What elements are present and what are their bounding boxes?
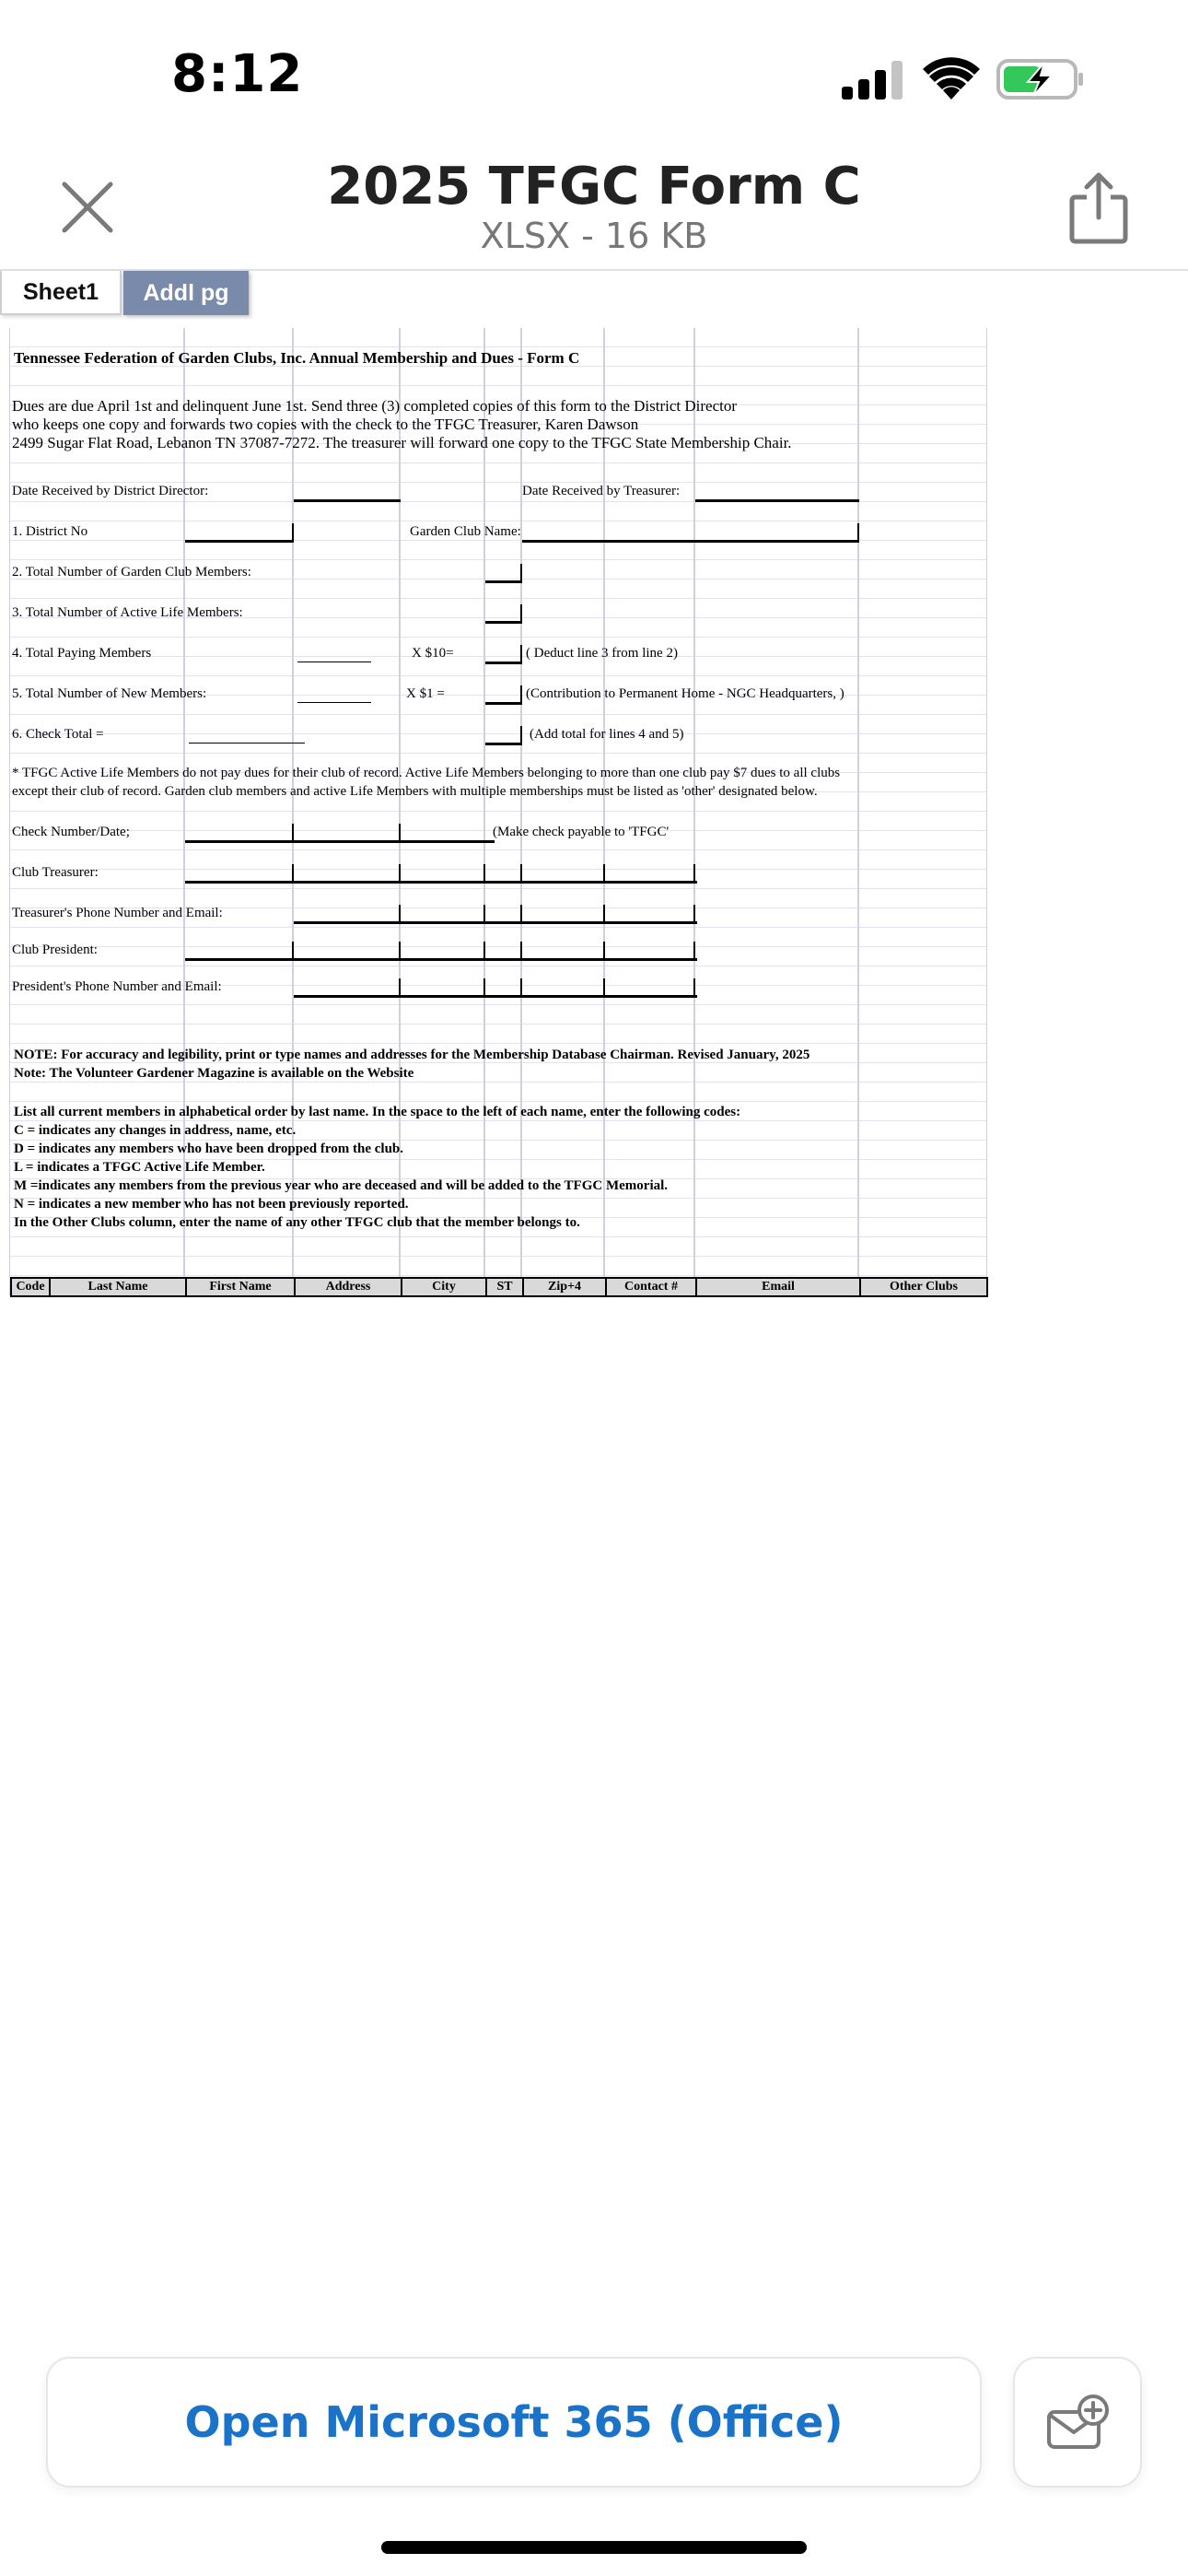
line4-note: ( Deduct line 3 from line 2) <box>526 646 678 661</box>
col-first-name: First Name <box>187 1279 296 1295</box>
date-treasurer-field[interactable] <box>695 499 859 502</box>
line4-amount-field[interactable] <box>485 662 522 664</box>
president-field[interactable] <box>185 958 697 961</box>
col-other-clubs: Other Clubs <box>889 1280 959 1294</box>
code-l: L = indicates a TFGC Active Life Member. <box>14 1160 265 1175</box>
district-no-label: 1. District No <box>12 524 88 539</box>
code-m: M =indicates any members from the previous year who are deceased and will be added to the TFGC Memorial. <box>14 1178 669 1193</box>
code-c: C = indicates any changes in address, name, etc. <box>14 1123 297 1138</box>
form-title: Tennessee Federation of Garden Clubs, Inc. Annual Membership and Dues - Form C <box>14 349 580 367</box>
line5-rate: X $1 = <box>406 686 445 701</box>
date-district-field[interactable] <box>294 499 401 502</box>
code-d: D = indicates any members who have been dropped from the club. <box>14 1142 404 1156</box>
treasurer-phone-label: Treasurer's Phone Number and Email: <box>12 906 223 920</box>
treasurer-field[interactable] <box>185 881 697 884</box>
president-phone-label: President's Phone Number and Email: <box>12 979 222 994</box>
wifi-icon <box>923 57 980 101</box>
president-label: Club President: <box>12 943 98 957</box>
note-accuracy: NOTE: For accuracy and legibility, print or type names and addresses for the Membership Database Chairman. Revised January, 2025 <box>14 1048 810 1062</box>
col-last-name: Last Name <box>51 1279 187 1295</box>
other-clubs-note: In the Other Clubs column, enter the name of any other TFGC club that the member belongs to. <box>14 1215 580 1230</box>
line5-label: 5. Total Number of New Members: <box>12 686 207 701</box>
intro-line-1: Dues are due April 1st and delinquent June 1st. Send three (3) completed copies of this form to the District Director <box>12 397 737 415</box>
club-name-label: Garden Club Name: <box>410 524 521 539</box>
footnote-line-1: * TFGC Active Life Members do not pay dues for their club of record. Active Life Members belonging to more than one club pay $7 dues to all clubs <box>12 766 841 780</box>
line6-amount-field[interactable] <box>485 743 522 745</box>
line6-note: (Add total for lines 4 and 5) <box>530 727 684 742</box>
treasurer-phone-field[interactable] <box>294 921 697 924</box>
footnote-line-2: except their club of record. Garden club members and active Life Members with multiple memberships must be listed as 'other' designated below. <box>12 784 818 799</box>
col-zip: Zip+4 <box>524 1279 607 1295</box>
tab-sheet1[interactable]: Sheet1 <box>0 271 122 315</box>
line3-label: 3. Total Number of Active Life Members: <box>12 605 243 620</box>
note-magazine: Note: The Volunteer Gardener Magazine is available on the Website <box>14 1066 414 1081</box>
line5-note: (Contribution to Permanent Home - NGC Headquarters, ) <box>526 686 844 701</box>
district-no-field[interactable] <box>185 540 294 543</box>
mail-add-button[interactable] <box>1013 2357 1142 2488</box>
line5-field[interactable] <box>297 702 371 703</box>
line6-field[interactable] <box>189 743 305 744</box>
col-code: Code <box>12 1279 51 1295</box>
spreadsheet[interactable] <box>9 328 987 1295</box>
member-table-header <box>10 1277 988 1297</box>
line3-field[interactable] <box>485 621 522 624</box>
battery-charging-icon <box>996 57 1085 101</box>
col-city: City <box>402 1279 487 1295</box>
intro-line-2: who keeps one copy and forwards two copies with the check to the TFGC Treasurer, Karen Dawson <box>12 416 639 433</box>
line2-field[interactable] <box>485 580 522 583</box>
codes-intro: List all current members in alphabetical order by last name. In the space to the left of each name, enter the following codes: <box>14 1105 741 1119</box>
document-title: 2025 TFGC Form C <box>327 157 861 217</box>
intro-line-3: 2499 Sugar Flat Road, Lebanon TN 37087-7272. The treasurer will forward one copy to the TFGC State Membership Chair. <box>12 434 792 451</box>
tab-addl-pg[interactable]: Addl pg <box>123 271 249 315</box>
check-number-label: Check Number/Date; <box>12 825 130 839</box>
col-address: Address <box>296 1279 402 1295</box>
president-phone-field[interactable] <box>294 995 697 998</box>
cellular-signal-icon <box>840 59 904 100</box>
club-name-field[interactable] <box>522 540 859 543</box>
home-indicator <box>381 2541 807 2554</box>
document-subtitle: XLSX - 16 KB <box>480 216 708 256</box>
code-n: N = indicates a new member who has not been previously reported. <box>14 1197 409 1212</box>
line2-label: 2. Total Number of Garden Club Members: <box>12 565 251 580</box>
col-st: ST <box>487 1279 524 1295</box>
line5-amount-field[interactable] <box>485 702 522 705</box>
mail-add-icon <box>1045 2394 1110 2451</box>
open-microsoft-365-button[interactable]: Open Microsoft 365 (Office) <box>46 2357 982 2488</box>
col-contact: Contact # <box>607 1279 697 1295</box>
treasurer-label: Club Treasurer: <box>12 865 99 880</box>
share-button[interactable] <box>1066 171 1131 245</box>
date-district-label: Date Received by District Director: <box>12 484 209 498</box>
col-email: Email <box>697 1279 861 1295</box>
line4-label: 4. Total Paying Members <box>12 646 152 661</box>
check-number-field[interactable] <box>185 840 495 843</box>
line6-label: 6. Check Total = <box>12 727 104 742</box>
check-note: (Make check payable to 'TFGC' <box>493 825 670 839</box>
date-treasurer-label: Date Received by Treasurer: <box>522 484 681 498</box>
status-time: 8:12 <box>171 44 304 104</box>
line4-rate: X $10= <box>412 646 454 661</box>
